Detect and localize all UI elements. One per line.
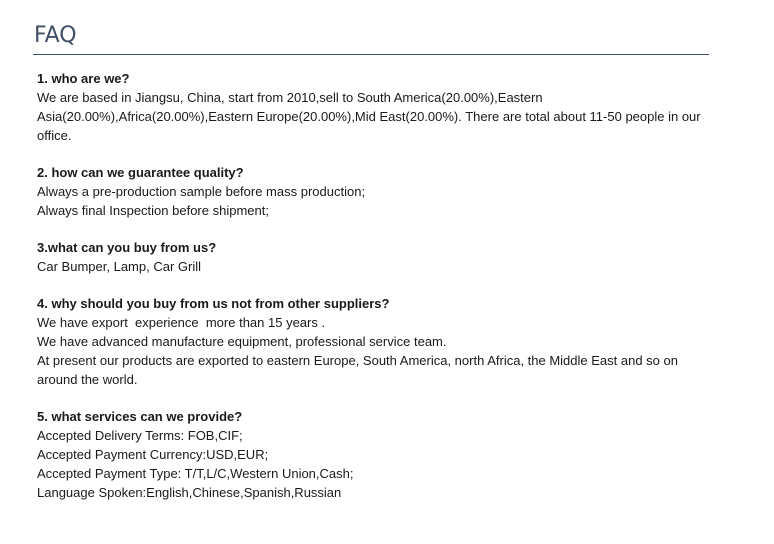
faq-answer-line: Language Spoken:English,Chinese,Spanish,Russian: [37, 485, 342, 500]
faq-item-why-us: [37, 294, 709, 389]
faq-question: 1. who are we?: [37, 71, 130, 86]
faq-answer-line: At present our products are exported to eastern Europe, South America, north Africa, the Middle East and so on around the world.: [37, 353, 682, 387]
faq-question: 5. what services can we provide?: [37, 409, 243, 424]
faq-item-services: [37, 407, 709, 502]
faq-section: [33, 20, 709, 520]
faq-question: 3.what can you buy from us?: [37, 240, 217, 255]
faq-answer-line: Accepted Payment Currency:USD,EUR;: [37, 447, 269, 462]
faq-answer-line: Car Bumper, Lamp, Car Grill: [37, 259, 201, 274]
faq-list: [33, 69, 709, 502]
faq-answer-line: Accepted Delivery Terms: FOB,CIF;: [37, 428, 243, 443]
faq-answer-line: We have export experience more than 15 years .: [37, 315, 326, 330]
faq-answer-line: Always a pre-production sample before mass production;: [37, 184, 366, 199]
faq-item-products: [37, 238, 709, 276]
faq-answer-line: Always final Inspection before shipment;: [37, 203, 269, 218]
faq-item-quality: [37, 163, 709, 220]
faq-question: 2. how can we guarantee quality?: [37, 165, 244, 180]
page-title: FAQ: [34, 23, 77, 48]
faq-question: 4. why should you buy from us not from other suppliers?: [37, 296, 390, 311]
faq-answer-line: We have advanced manufacture equipment, professional service team.: [37, 334, 447, 349]
title-divider: [33, 54, 709, 55]
faq-item-who-are-we: [37, 69, 709, 145]
faq-answer-line: We are based in Jiangsu, China, start from 2010,sell to South America(20.00%),Eastern Asia(20.00%),Africa(20.00%),Eastern Europe(20.00%),Mid East(20.00%). There are total about 11-50 people in our office.: [37, 90, 705, 143]
faq-answer-line: Accepted Payment Type: T/T,L/C,Western Union,Cash;: [37, 466, 354, 481]
